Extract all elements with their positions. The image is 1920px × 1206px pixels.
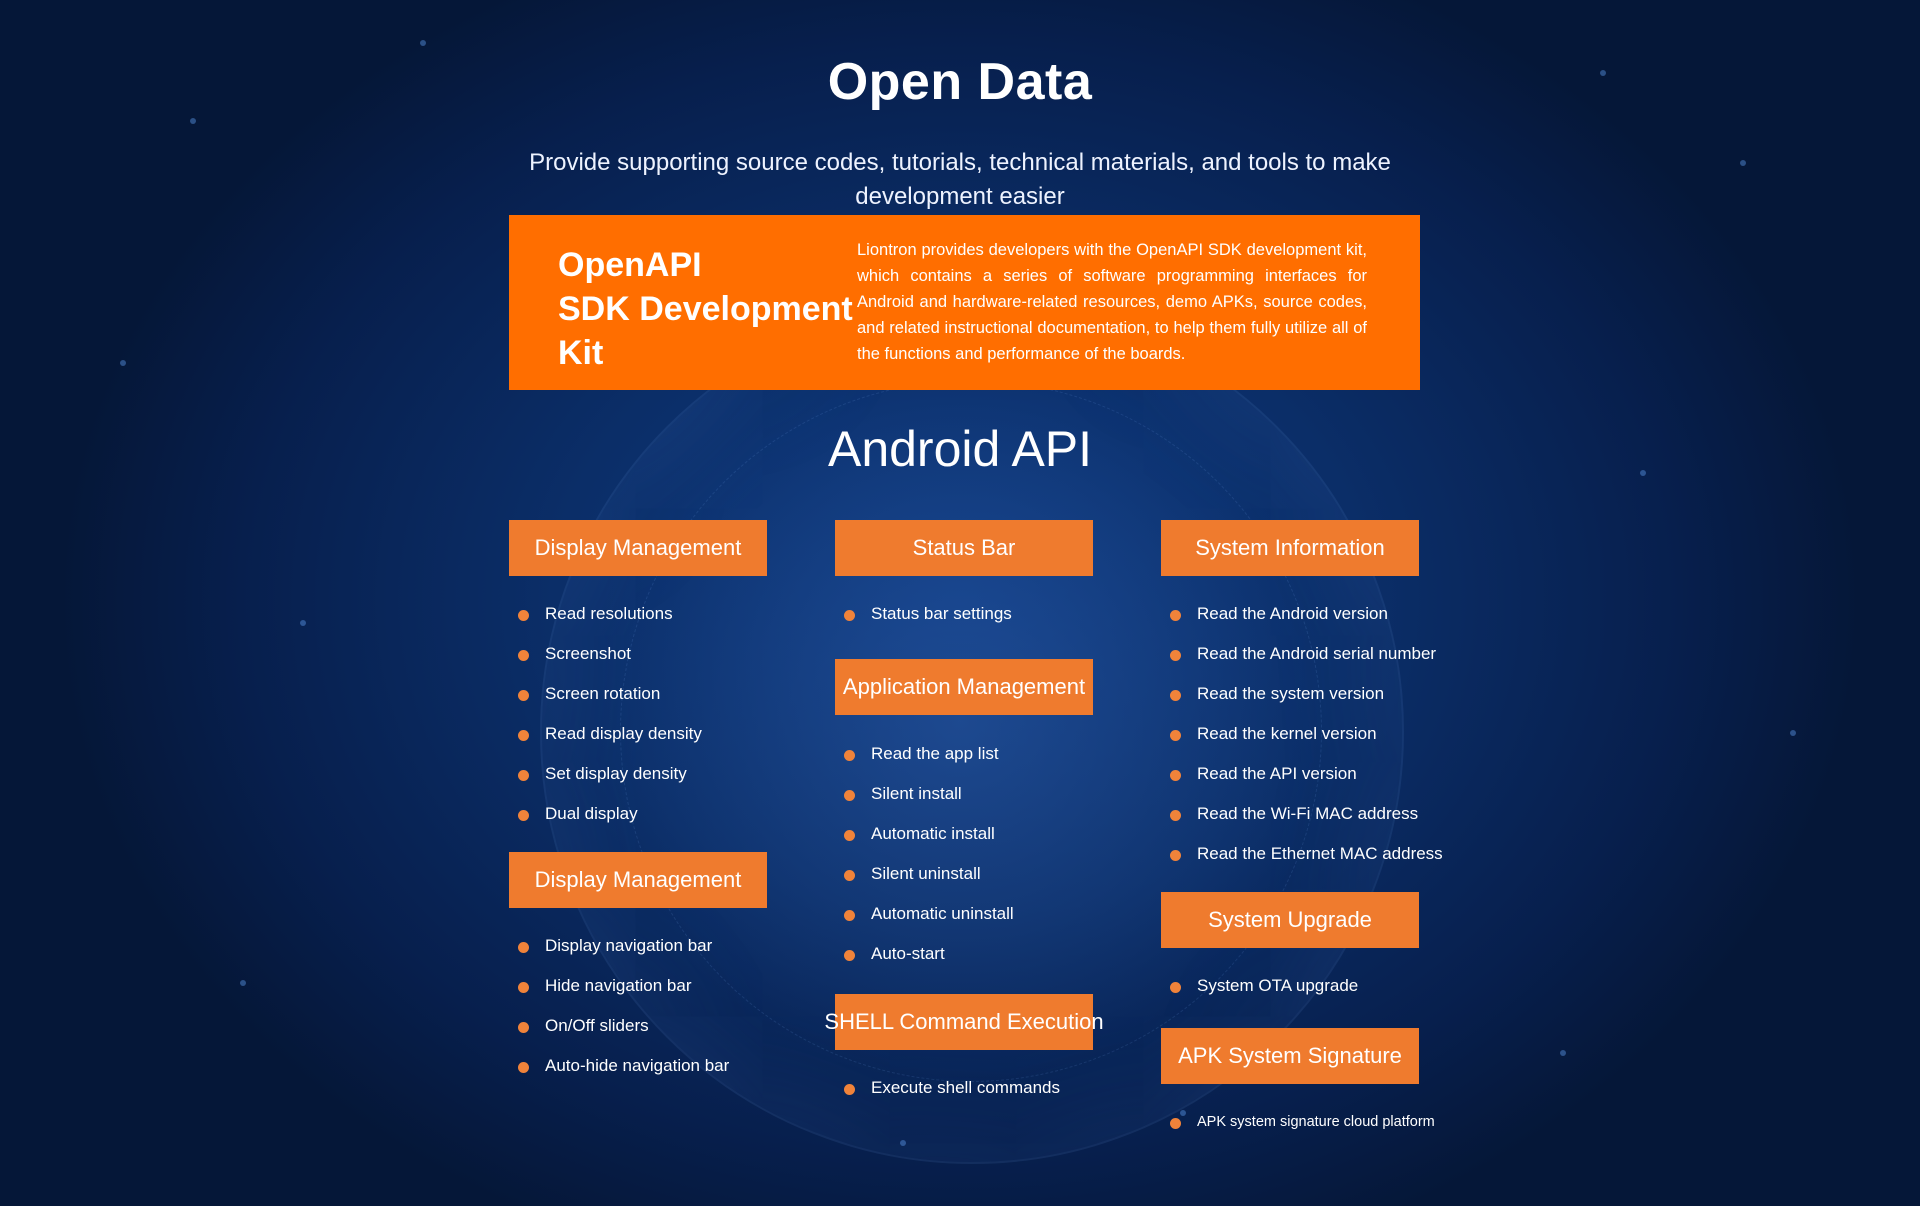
list-item — [509, 683, 702, 723]
list-item-label: Read the system version — [1197, 684, 1385, 703]
list-item — [1161, 803, 1443, 843]
list-item-label: APK system signature cloud platform — [1197, 1114, 1435, 1130]
bullet-icon — [518, 770, 529, 781]
list-item-label: Read the Ethernet MAC address — [1197, 844, 1443, 863]
bullet-icon — [1170, 690, 1181, 701]
background-dot — [120, 360, 126, 366]
category-apk-system-signature: APK System Signature — [1161, 1028, 1419, 1084]
list-item-label: Set display density — [545, 764, 687, 783]
list-item — [1161, 683, 1443, 723]
category-status-bar: Status Bar — [835, 520, 1093, 576]
list-item-label: Read the app list — [871, 744, 999, 763]
list-item — [509, 723, 702, 763]
bullet-icon — [518, 690, 529, 701]
list-item — [1161, 763, 1443, 803]
list-item-label: On/Off sliders — [545, 1016, 649, 1035]
list-shell-command-execution — [835, 1077, 1060, 1117]
bullet-icon — [844, 870, 855, 881]
list-apk-system-signature — [1161, 1111, 1435, 1151]
list-item-label: Screenshot — [545, 644, 631, 663]
list-item — [509, 763, 702, 803]
list-item-label: Dual display — [545, 804, 638, 823]
list-status-bar — [835, 603, 1012, 643]
list-item — [835, 943, 1014, 983]
bullet-icon — [1170, 730, 1181, 741]
bullet-icon — [844, 910, 855, 921]
bullet-icon — [1170, 850, 1181, 861]
sdk-description: Liontron provides developers with the OpenAPI SDK development kit, which contains a series of software programming interfaces for Android and hardware-related resources, demo APKs, source codes, and related instructional documentation, to help them fully utilize all of the functions and performance of the boards. — [857, 241, 1367, 363]
list-system-upgrade — [1161, 975, 1358, 1015]
list-item — [835, 863, 1014, 903]
list-item — [835, 823, 1014, 863]
list-display-management-navigation — [509, 935, 729, 1095]
bullet-icon — [844, 610, 855, 621]
list-item — [509, 603, 702, 643]
list-item-label: Silent install — [871, 784, 962, 803]
list-item-label: Auto-hide navigation bar — [545, 1056, 730, 1075]
list-item-label: Hide navigation bar — [545, 976, 692, 995]
list-item — [509, 1015, 729, 1055]
list-item-label: Read display density — [545, 724, 702, 743]
page-subtitle: Provide supporting source codes, tutorials, technical materials, and tools to make development easier — [529, 149, 1391, 210]
list-item — [509, 803, 702, 843]
bullet-icon — [844, 950, 855, 961]
list-item-label: Read the kernel version — [1197, 724, 1377, 743]
list-application-management — [835, 743, 1014, 983]
bullet-icon — [844, 790, 855, 801]
background-dot — [420, 40, 426, 46]
list-system-information — [1161, 603, 1443, 883]
list-item-label: Automatic install — [871, 824, 995, 843]
background-dot — [240, 980, 246, 986]
background-dot — [1740, 160, 1746, 166]
bullet-icon — [844, 1084, 855, 1095]
list-item — [1161, 1111, 1435, 1151]
bullet-icon — [1170, 610, 1181, 621]
sdk-banner — [509, 215, 1420, 390]
bullet-icon — [518, 810, 529, 821]
bullet-icon — [1170, 982, 1181, 993]
bullet-icon — [1170, 1118, 1181, 1129]
category-system-upgrade: System Upgrade — [1161, 892, 1419, 948]
list-item — [509, 1055, 729, 1095]
list-item — [1161, 643, 1443, 683]
list-item — [835, 903, 1014, 943]
bullet-icon — [518, 942, 529, 953]
bullet-icon — [518, 610, 529, 621]
list-item-label: System OTA upgrade — [1197, 976, 1359, 995]
list-item-label: Screen rotation — [545, 684, 661, 703]
list-item-label: Auto-start — [871, 944, 945, 963]
bullet-icon — [844, 750, 855, 761]
category-application-management: Application Management — [835, 659, 1093, 715]
category-display-management-navigation: Display Management — [509, 852, 767, 908]
list-item — [835, 743, 1014, 783]
list-item-label: Read the Android version — [1197, 604, 1388, 623]
list-item — [835, 1077, 1060, 1117]
list-item-label: Display navigation bar — [545, 936, 713, 955]
list-item-label: Read resolutions — [545, 604, 673, 623]
category-display-management: Display Management — [509, 520, 767, 576]
category-shell-command-execution: SHELL Command Execution — [835, 994, 1093, 1050]
background-dot — [300, 620, 306, 626]
bullet-icon — [518, 1022, 529, 1033]
bullet-icon — [518, 650, 529, 661]
list-item — [509, 975, 729, 1015]
bullet-icon — [1170, 770, 1181, 781]
bullet-icon — [518, 982, 529, 993]
list-item-label: Read the Android serial number — [1197, 644, 1437, 663]
bullet-icon — [1170, 810, 1181, 821]
list-display-management — [509, 603, 702, 843]
bullet-icon — [518, 730, 529, 741]
list-item — [835, 783, 1014, 823]
background-dot — [1560, 1050, 1566, 1056]
sdk-title: OpenAPI SDK Development Kit — [558, 246, 853, 372]
list-item — [509, 643, 702, 683]
page-title: Open Data — [827, 53, 1093, 111]
category-system-information: System Information — [1161, 520, 1419, 576]
background-dot — [190, 118, 196, 124]
background-dot — [1790, 730, 1796, 736]
list-item-label: Execute shell commands — [871, 1078, 1060, 1097]
bullet-icon — [1170, 650, 1181, 661]
bullet-icon — [844, 830, 855, 841]
list-item — [1161, 843, 1443, 883]
list-item — [509, 935, 729, 975]
list-item-label: Automatic uninstall — [871, 904, 1014, 923]
list-item-label: Silent uninstall — [871, 864, 981, 883]
list-item — [835, 603, 1012, 643]
list-item — [1161, 603, 1443, 643]
bullet-icon — [518, 1062, 529, 1073]
list-item-label: Status bar settings — [871, 604, 1012, 623]
list-item — [1161, 975, 1358, 1015]
section-title-android-api: Android API — [827, 421, 1093, 477]
list-item-label: Read the Wi-Fi MAC address — [1197, 804, 1419, 823]
list-item — [1161, 723, 1443, 763]
list-item-label: Read the API version — [1197, 764, 1357, 783]
